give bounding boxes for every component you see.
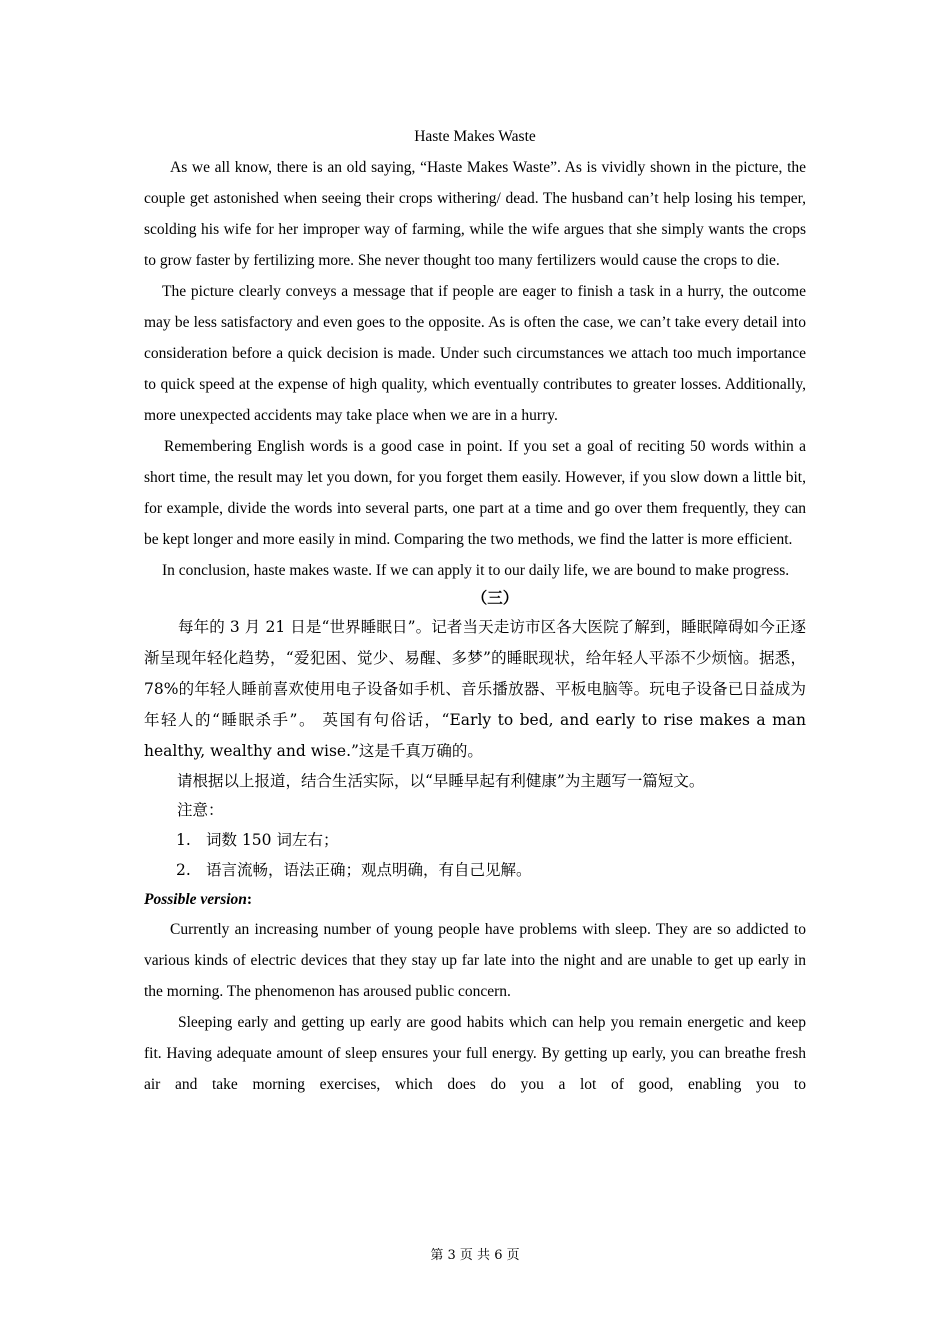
note-item-2 bbox=[144, 855, 806, 885]
possible-version-label: Possible version bbox=[144, 891, 247, 908]
note-text: 词数 150 词左右； bbox=[206, 831, 339, 849]
possible-version-heading bbox=[144, 885, 806, 914]
notes-label: 注意： bbox=[177, 801, 224, 819]
section-number: （三） bbox=[471, 590, 519, 607]
essay-paragraph-3: Remembering English words is a good case in point. If you set a goal of reciting 50 words within a short time, the result may let you down, for you forget them easily. However, if you slow down a little bit, for example, divide the words into several parts, one part at a time and go over them frequently, they can be kept longer and more easily in mind. Comparing the two methods, we find the latter is more efficient. bbox=[144, 438, 806, 548]
page-footer: 第 3 页 共 6 页 bbox=[430, 1248, 520, 1263]
answer-paragraph-2: Sleeping early and getting up early are good habits which can help you remain energetic and keep fit. Having adequate amount of sleep ensures your full energy. By getting up early, you can breathe fresh air and take morning exercises, which does do you a lot of good, enabling you to bbox=[144, 1014, 806, 1093]
writing-instruction: 请根据以上报道，结合生活实际，以“早睡早起有利健康”为主题写一篇短文。 bbox=[177, 772, 705, 790]
answer-paragraph-1: Currently an increasing number of young people have problems with sleep. They are so addicted to various kinds of electric devices that they stay up far late into the night and are unable to get up early in the morning. The phenomenon has aroused public concern. bbox=[144, 921, 806, 1000]
page-content bbox=[144, 121, 806, 1100]
essay-title: Haste Makes Waste bbox=[414, 128, 536, 145]
writing-prompt: 每年的 3 月 21 日是“世界睡眠日”。记者当天走访市区各大医院了解到，睡眠障碍如今正逐渐呈现年轻化趋势，“爱犯困、觉少、易醒、多梦”的睡眠现状，给年轻人平添不少烦恼。据悉，78%的年轻人睡前喜欢使用电子设备如手机、音乐播放器、平板电脑等。玩电子设备已日益成为年轻人的“睡眠杀手”。 英国有句俗话，“Early to bed, and early to rise makes a man healthy, wealthy and wise.”这是千真万确的。 bbox=[144, 618, 806, 760]
note-number: 1. bbox=[176, 831, 191, 849]
essay-paragraph-4: In conclusion, haste makes waste. If we can apply it to our daily life, we are bound to make progress. bbox=[162, 562, 790, 579]
essay-paragraph-1: As we all know, there is an old saying, “Haste Makes Waste”. As is vividly shown in the picture, the couple get astonished when seeing their crops withering/ dead. The husband can’t help losing his temper, scolding his wife for her improper way of farming, while the wife argues that she simply wants the crops to grow faster by fertilizing more. She never thought too many fertilizers would cause the crops to die. bbox=[144, 159, 806, 269]
note-item-1 bbox=[144, 825, 806, 855]
note-text: 语言流畅，语法正确；观点明确，有自己见解。 bbox=[206, 861, 532, 879]
note-number: 2. bbox=[176, 861, 191, 879]
possible-version-colon: : bbox=[246, 891, 253, 908]
essay-paragraph-2: The picture clearly conveys a message that if people are eager to finish a task in a hurry, the outcome may be less satisfactory and even goes to the opposite. As is often the case, we can’t take every detail into consideration before a quick decision is made. Under such circumstances we attach too much importance to quick speed at the expense of high quality, which eventually contributes to greater losses. Additionally, more unexpected accidents may take place when we are in a hurry. bbox=[144, 283, 806, 424]
